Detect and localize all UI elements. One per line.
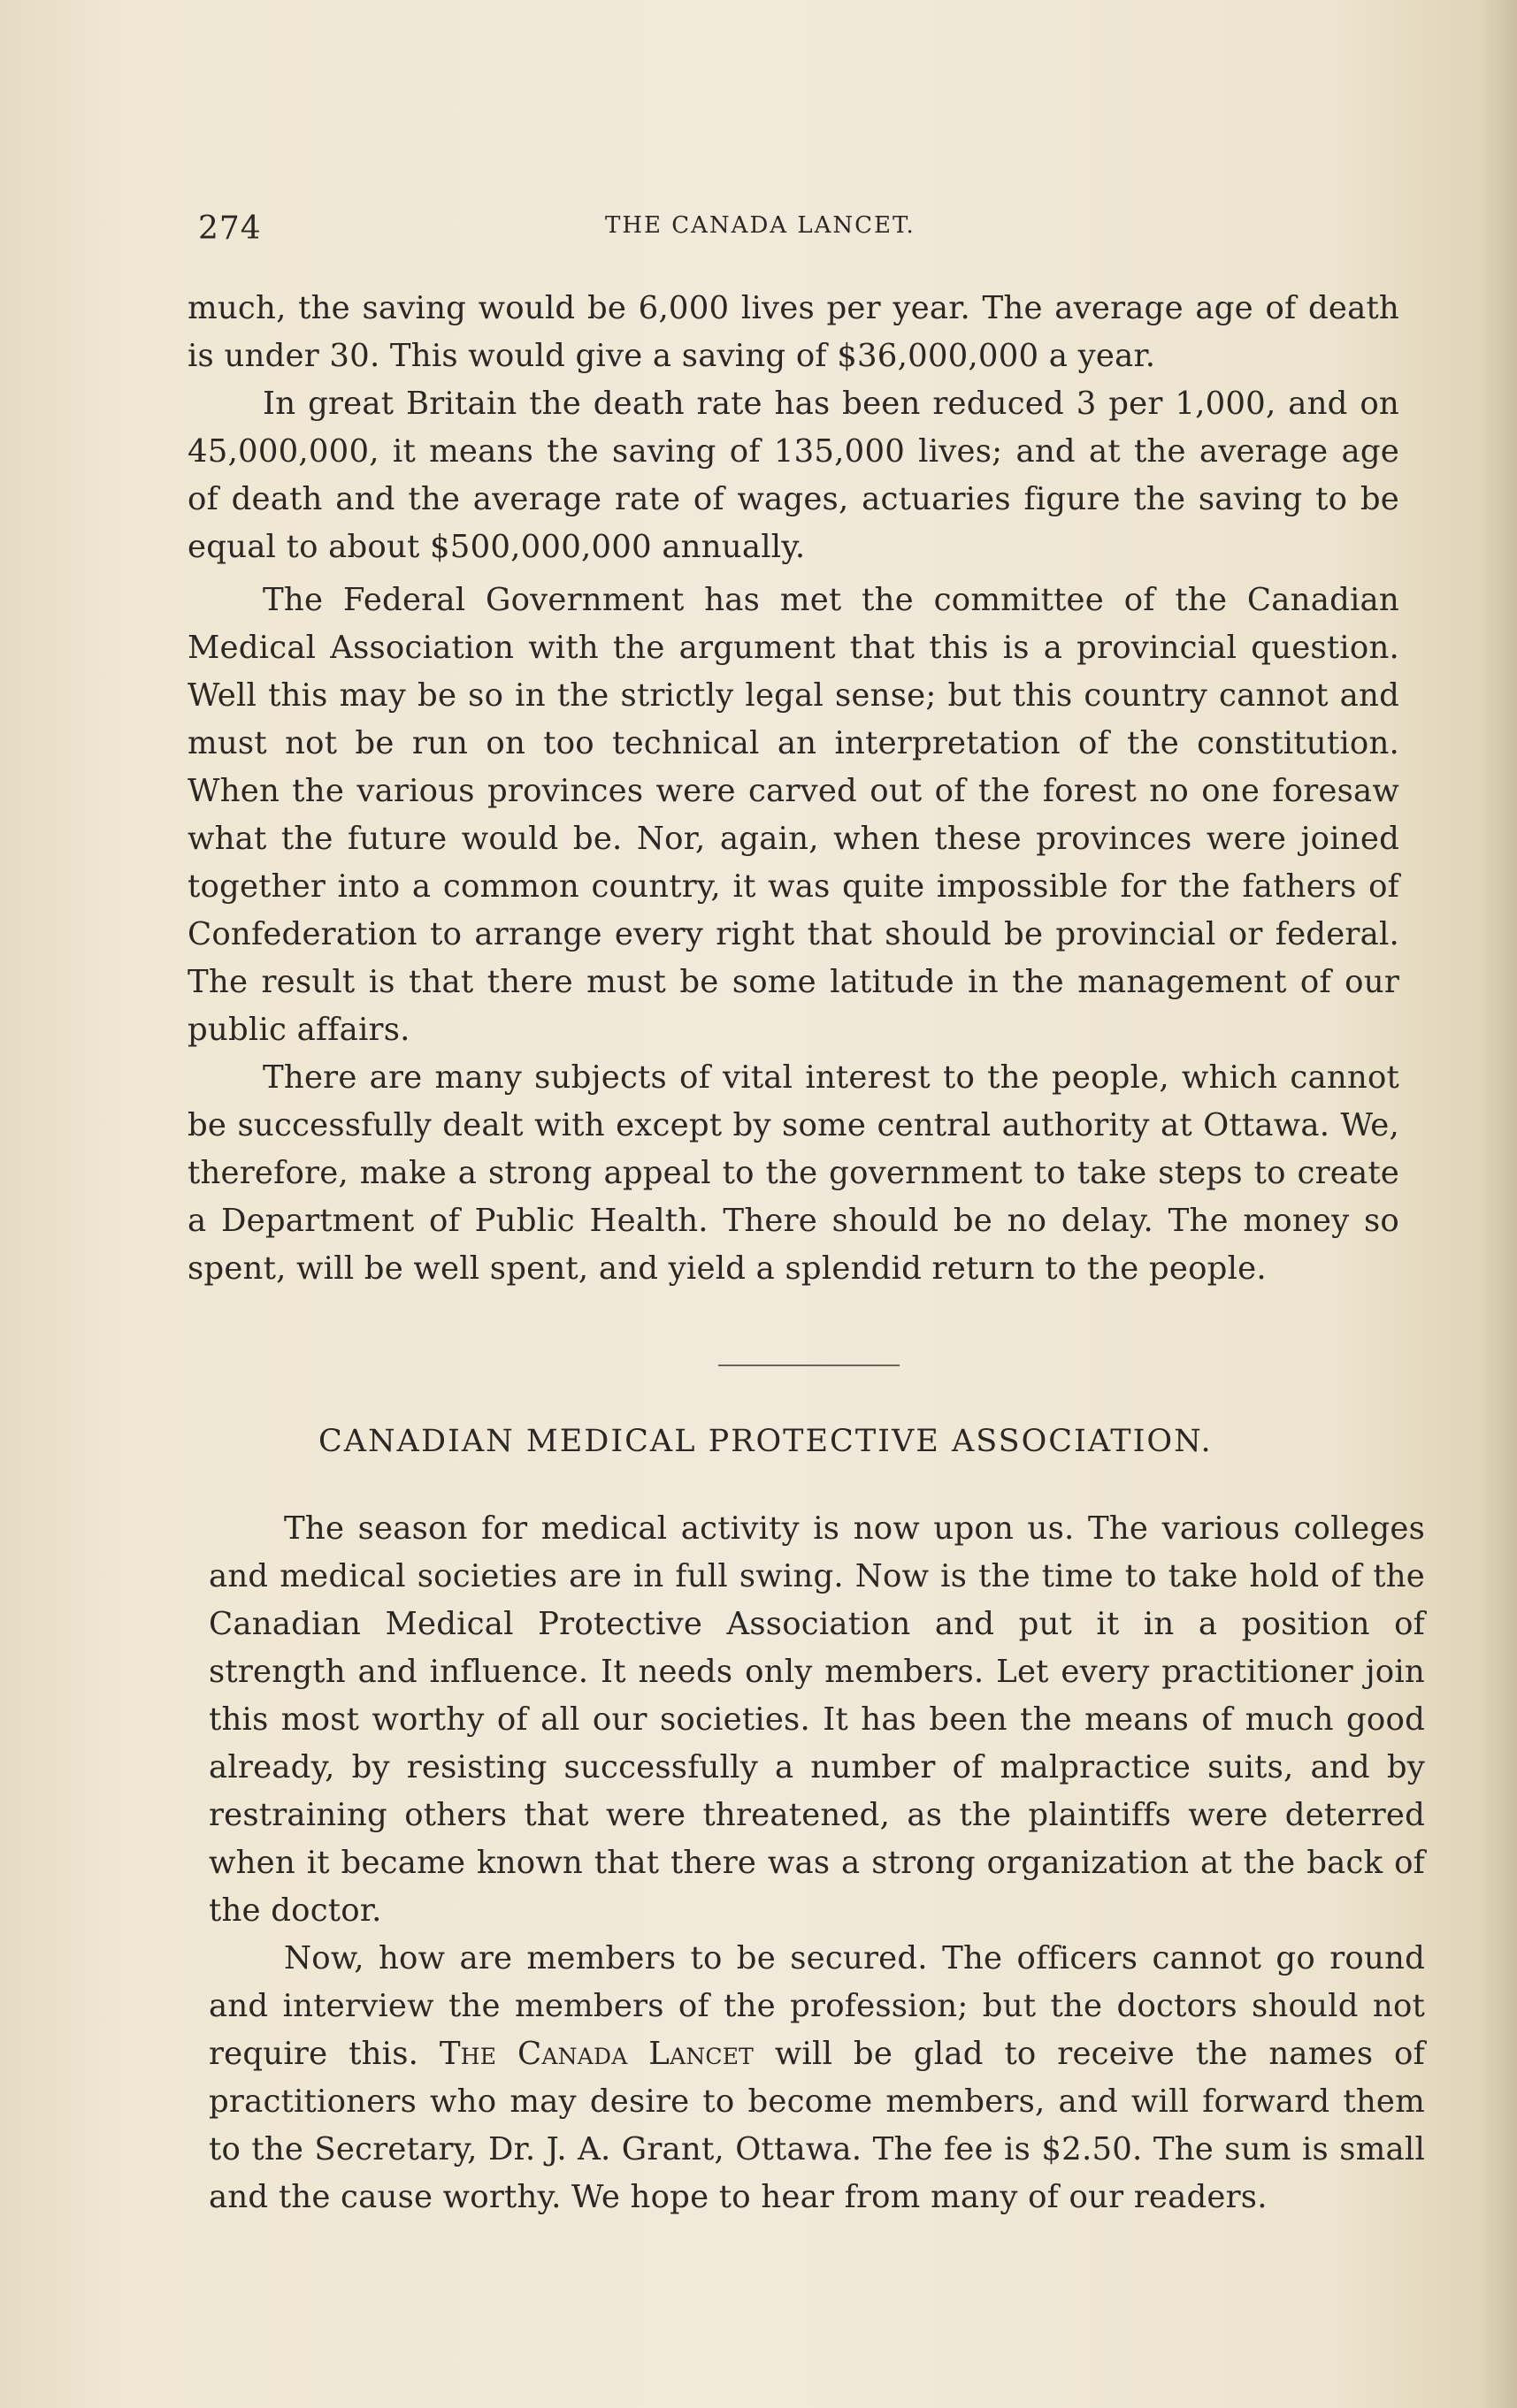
paragraph: The season for medical activity is now upon us. The various colleges and medical societies are in full swing. Now is the time to take hold of the Canadian Medical Protective Association and put it in a position of strength and influence. It needs only members. Let every practitioner join this most worthy of all our societies. It has been the means of much good already, by resisting successfully a number of malpractice suits, and by restraining others that were threatened, as the plaintiffs were deterred when it became known that there was a strong organization at the back of the doctor. <box>209 1510 1425 1929</box>
running-head: THE CANADA LANCET. <box>605 212 916 239</box>
section-body <box>209 1505 1425 2221</box>
article-continuation <box>188 285 1399 571</box>
paragraph <box>209 1935 1425 2221</box>
paragraph-text: Now, how are members to be secured. The officers cannot go round and interview the members of the profession; but the doctors should not require this. <box>209 1940 1425 2072</box>
paragraph: In great Britain the death rate has been reduced 3 per 1,000, and on 45,000,000, it means the saving of 135,000 lives; and at the average age of death and the average rate of wages, actuaries figure the saving to be equal to about $500,000,000 annually. <box>188 386 1399 565</box>
paragraph: There are many subjects of vital interest to the people, which cannot be successfully dealt with except by some central authority at Ottawa. We, therefore, make a strong appeal to the government to take steps to create a Department of Public Health. There should be no delay. The money so spent, will be well spent, and yield a splendid return to the people. <box>188 1059 1399 1287</box>
paragraph-text: will be glad to receive the names of practitioners who may desire to become members, and will forward them to the Secretary, Dr. J. A. Grant, Ottawa. The fee is $2.50. The sum is small and the cause worthy. We hope to hear from many of our readers. <box>209 2036 1425 2215</box>
paragraph: much, the saving would be 6,000 lives per year. The average age of death is under 30. This would give a saving of $36,000,000 a year. <box>188 290 1399 374</box>
page-number: 274 <box>198 210 262 247</box>
page-edge-shadow <box>1480 0 1517 2408</box>
section-title: CANADIAN MEDICAL PROTECTIVE ASSOCIATION. <box>318 1424 1213 1459</box>
section-divider <box>718 1365 900 1366</box>
paragraph: The Federal Government has met the committee of the Canadian Medical Association with the argument that this is a provincial question. Well this may be so in the strictly legal sense; but this country cannot and must not be run on too technical an interpretation of the constitution. When the various provinces were carved out of the forest no one foresaw what the future would be. Nor, again, when these provinces were joined together into a common country, it was quite impossible for the fathers of Confederation to arrange every right that should be provincial or federal. The result is that there must be some latitude in the management of our public affairs. <box>188 582 1399 1048</box>
journal-name: The Canada Lancet <box>439 2036 755 2072</box>
page-header <box>198 210 1437 255</box>
article-conclusion <box>188 577 1399 1293</box>
